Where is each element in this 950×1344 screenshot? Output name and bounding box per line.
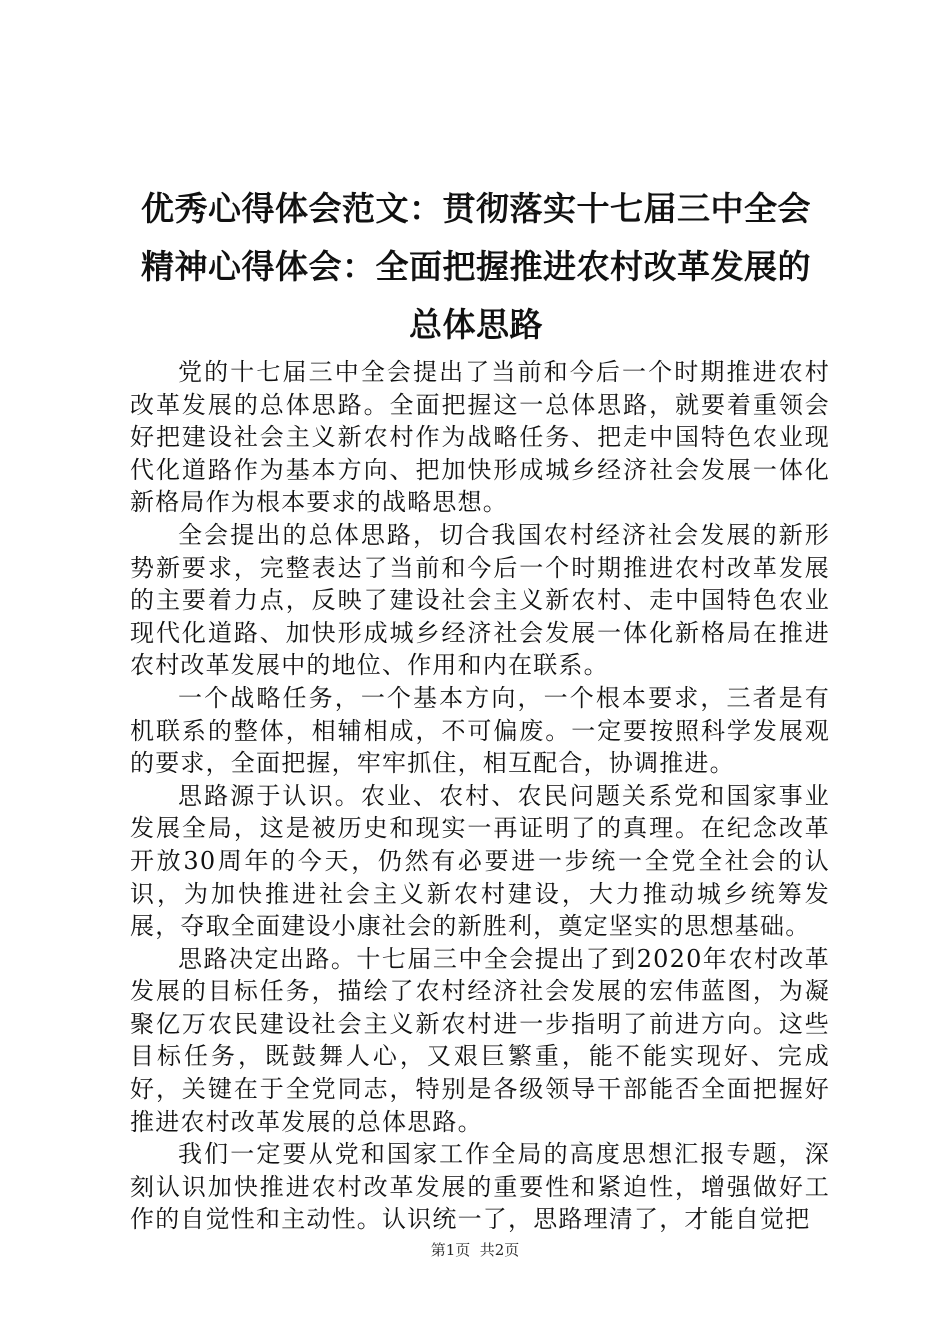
paragraph-2: 全会提出的总体思路，切合我国农村经济社会发展的新形势新要求，完整表达了当前和今后一个时期推进农村改革发展的主要着力点，反映了建设社会主义新农村、走中国特色农业现代化道路、加快形成城乡经济社会发展一体化新格局在推进农村改革发展中的地位、作用和内在联系。 — [130, 520, 830, 680]
paragraph-6: 我们一定要从党和国家工作全局的高度思想汇报专题，深刻认识加快推进农村改革发展的重要性和紧迫性，增强做好工作的自觉性和主动性。认识统一了，思路理清了，才能自觉把 — [130, 1140, 830, 1234]
document-body — [130, 356, 830, 1236]
paragraph-4: 思路源于认识。农业、农村、农民问题关系党和国家事业发展全局，这是被历史和现实一再证明了的真理。在纪念改革开放30周年的今天，仍然有必要进一步统一全党全社会的认识，为加快推进社会主义新农村建设，大力推动城乡统筹发展，夺取全面建设小康社会的新胜利，奠定坚实的思想基础。 — [130, 781, 830, 941]
paragraph-3: 一个战略任务，一个基本方向，一个根本要求，三者是有机联系的整体，相辅相成，不可偏废。一定要按照科学发展观的要求，全面把握，牢牢抓住，相互配合，协调推进。 — [130, 683, 830, 778]
paragraph-1: 党的十七届三中全会提出了当前和今后一个时期推进农村改革发展的总体思路。全面把握这一总体思路，就要着重领会好把建设社会主义新农村作为战略任务、把走中国特色农业现代化道路作为基本方向、把加快形成城乡经济社会发展一体化新格局作为根本要求的战略思想。 — [130, 358, 830, 517]
title-line-2: 精神心得体会：全面把握推进农村改革发展的 — [141, 247, 811, 286]
page-number-label: 第1页 共2页 — [430, 1241, 520, 1259]
title-line-1: 优秀心得体会范文：贯彻落实十七届三中全会 — [141, 189, 811, 228]
document-title — [120, 180, 832, 354]
title-line-3: 总体思路 — [409, 305, 543, 344]
paragraph-5: 思路决定出路。十七届三中全会提出了到2020年农村改革发展的目标任务，描绘了农村经济社会发展的宏伟蓝图，为凝聚亿万农民建设社会主义新农村进一步指明了前进方向。这些目标任务，既鼓舞人心，又艰巨繁重，能不能实现好、完成好，关键在于全党同志，特别是各级领导干部能否全面把握好推进农村改革发展的总体思路。 — [130, 944, 830, 1136]
page-footer — [0, 1240, 950, 1260]
